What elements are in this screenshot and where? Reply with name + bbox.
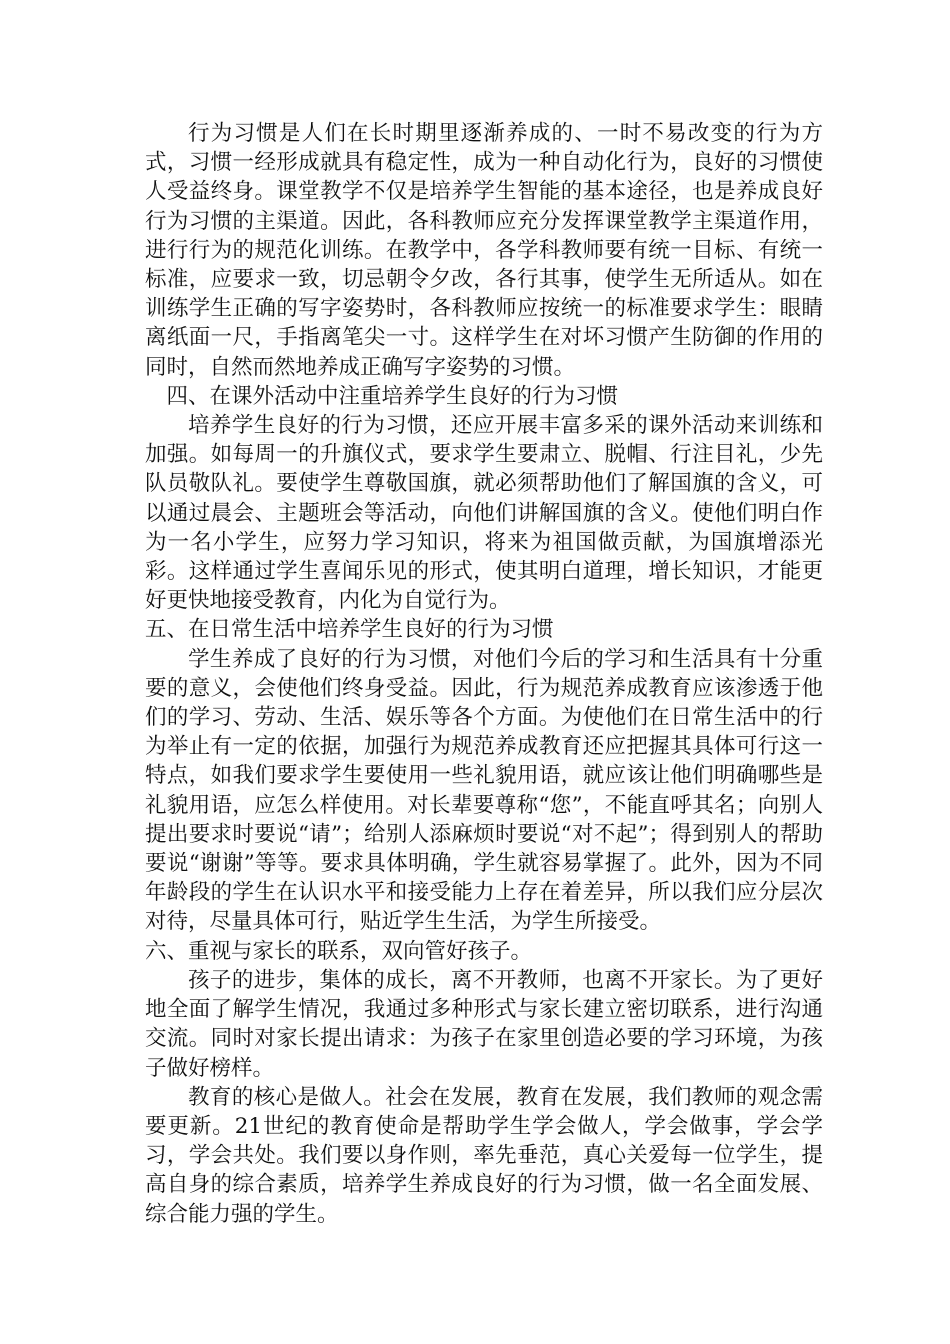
section-heading-5: 五、在日常生活中培养学生良好的行为习惯 — [145, 617, 554, 643]
document-page — [145, 119, 823, 1229]
body-paragraph-3: 学生养成了良好的行为习惯，对他们今后的学习和生活具有十分重要的意义，会使他们终身受益。因此，行为规范养成教育应该渗透于他们的学习、劳动、生活、娱乐等各个方面。为使他们在日常生活中的行为举止有一定的依据，加强行为规范养成教育还应把握其具体可行这一特点，如我们要求学生要使用一些礼貌用语，就应该让他们明确哪些是礼貌用语，应怎么样使用。对长辈要尊称“您”，不能直呼其名；向别人提出要求时要说“请”；给别人添麻烦时要说“对不起”；得到别人的帮助要说“谢谢”等等。要求具体明确，学生就容易掌握了。此外，因为不同年龄段的学生在认识水平和接受能力上存在着差异，所以我们应分层次对待，尽量具体可行，贴近学生生活，为学生所接受。 — [145, 646, 823, 935]
section-heading-4: 四、在课外活动中注重培养学生良好的行为习惯 — [166, 383, 619, 409]
body-paragraph-4: 孩子的进步，集体的成长，离不开教师，也离不开家长。为了更好地全面了解学生情况，我通过多种形式与家长建立密切联系，进行沟通交流。同时对家长提出请求：为孩子在家里创造必要的学习环境，为孩子做好榜样。 — [145, 967, 823, 1081]
body-paragraph-5: 教育的核心是做人。社会在发展，教育在发展，我们教师的观念需要更新。21世纪的教育使命是帮助学生学会做人，学会做事，学会学习，学会共处。我们要以身作则，率先垂范，真心关爱每一位学生，提高自身的综合素质，培养学生养成良好的行为习惯，做一名全面发展、综合能力强的学生。 — [145, 1084, 823, 1227]
section-heading-6: 六、重视与家长的联系，双向管好孩子。 — [145, 938, 533, 964]
body-paragraph-2: 培养学生良好的行为习惯，还应开展丰富多采的课外活动来训练和加强。如每周一的升旗仪式，要求学生要肃立、脱帽、行注目礼，少先队员敬队礼。要使学生尊敬国旗，就必须帮助他们了解国旗的含义，可以通过晨会、主题班会等活动，向他们讲解国旗的含义。使他们明白作为一名小学生，应努力学习知识，将来为祖国做贡献，为国旗增添光彩。这样通过学生喜闻乐见的形式，使其明白道理，增长知识，才能更好更快地接受教育，内化为自觉行为。 — [145, 413, 823, 614]
body-paragraph-1: 行为习惯是人们在长时期里逐渐养成的、一时不易改变的行为方式，习惯一经形成就具有稳定性，成为一种自动化行为，良好的习惯使人受益终身。课堂教学不仅是培养学生智能的基本途径，也是养成良好行为习惯的主渠道。因此，各科教师应充分发挥课堂教学主渠道作用，进行行为的规范化训练。在教学中，各学科教师要有统一目标、有统一标准，应要求一致，切忌朝令夕改，各行其事，使学生无所适从。如在训练学生正确的写字姿势时，各科教师应按统一的标准要求学生：眼睛离纸面一尺，手指离笔尖一寸。这样学生在对坏习惯产生防御的作用的同时，自然而然地养成正确写字姿势的习惯。 — [145, 121, 823, 380]
